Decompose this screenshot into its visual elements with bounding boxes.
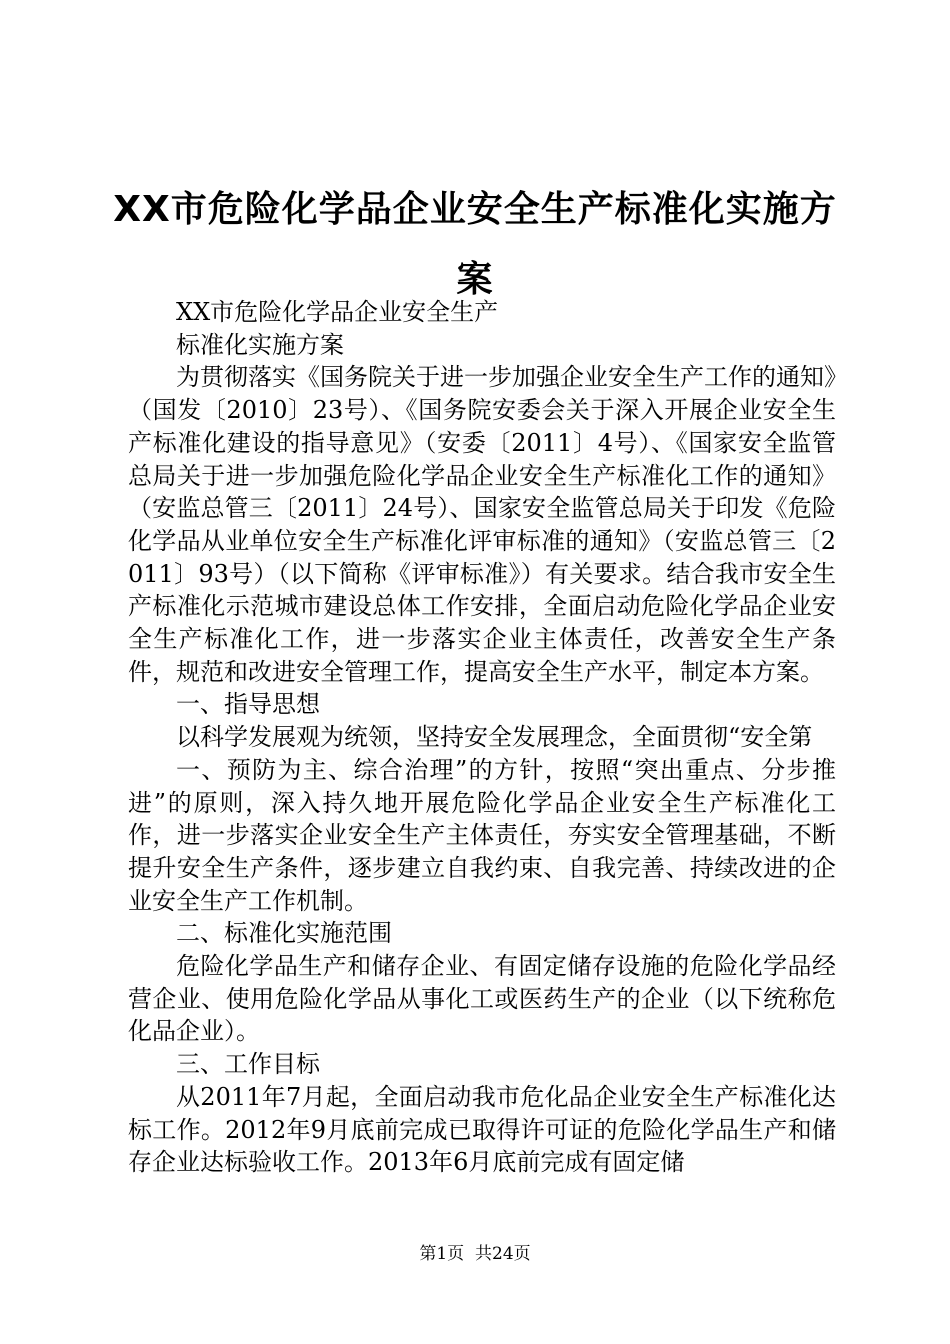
page-footer xyxy=(0,1242,950,1266)
section-heading-guiding-ideology: 一、指导思想 xyxy=(176,690,320,719)
document-title: XX市危险化学品企业安全生产标准化实施方案 xyxy=(113,189,837,300)
intro-paragraph: 为贯彻落实《国务院关于进一步加强企业安全生产工作的通知》（国发〔2010〕23号）、《国务院安委会关于深入开展企业安全生产标准化建设的指导意见》（安委〔2011〕4号）、《国家安全监管总局关于进一步加强危险化学品企业安全生产标准化工作的通知》（安监总管三〔2011〕24号）、国家安全监管总局关于印发《危险化学品从业单位安全生产标准化评审标准的通知》（安监总管三〔2011〕93号）（以下简称《评审标准》）有关要求。结合我市安全生产标准化示范城市建设总体工作安排，全面启动危险化学品企业安全生产标准化工作，进一步落实企业主体责任，改善安全生产条件，规范和改进安全管理工作，提高安全生产水平，制定本方案。 xyxy=(128,363,836,686)
page-number: 第1页 xyxy=(419,1244,465,1264)
total-pages: 共24页 xyxy=(475,1244,531,1264)
document-body xyxy=(128,296,836,1179)
footer-separator xyxy=(464,1244,475,1264)
paragraph-guiding-ideology-2: 一、预防为主、综合治理”的方针，按照“突出重点、分步推进”的原则，深入持久地开展危险化学品企业安全生产标准化工作，进一步落实企业安全生产主体责任，夯实安全管理基础，不断提升安全生产条件，逐步建立自我约束、自我完善、持续改进的企业安全生产工作机制。 xyxy=(128,755,836,915)
paragraph-guiding-ideology-1: 以科学发展观为统领，坚持安全发展理念，全面贯彻“安全第 xyxy=(176,723,813,752)
section-heading-scope: 二、标准化实施范围 xyxy=(176,919,392,948)
section-heading-goals: 三、工作目标 xyxy=(176,1050,320,1079)
paragraph-scope: 危险化学品生产和储存企业、有固定储存设施的危险化学品经营企业、使用危险化学品从事化工或医药生产的企业（以下统称危化品企业）。 xyxy=(128,952,836,1046)
subtitle-line-1: XX市危险化学品企业安全生产 xyxy=(176,298,499,326)
subtitle-line-2: 标准化实施方案 xyxy=(176,330,344,359)
paragraph-goals: 从2011年7月起，全面启动我市危化品企业安全生产标准化达标工作。2012年9月底前完成已取得许可证的危险化学品生产和储存企业达标验收工作。2013年6月底前完成有固定储 xyxy=(128,1082,836,1177)
